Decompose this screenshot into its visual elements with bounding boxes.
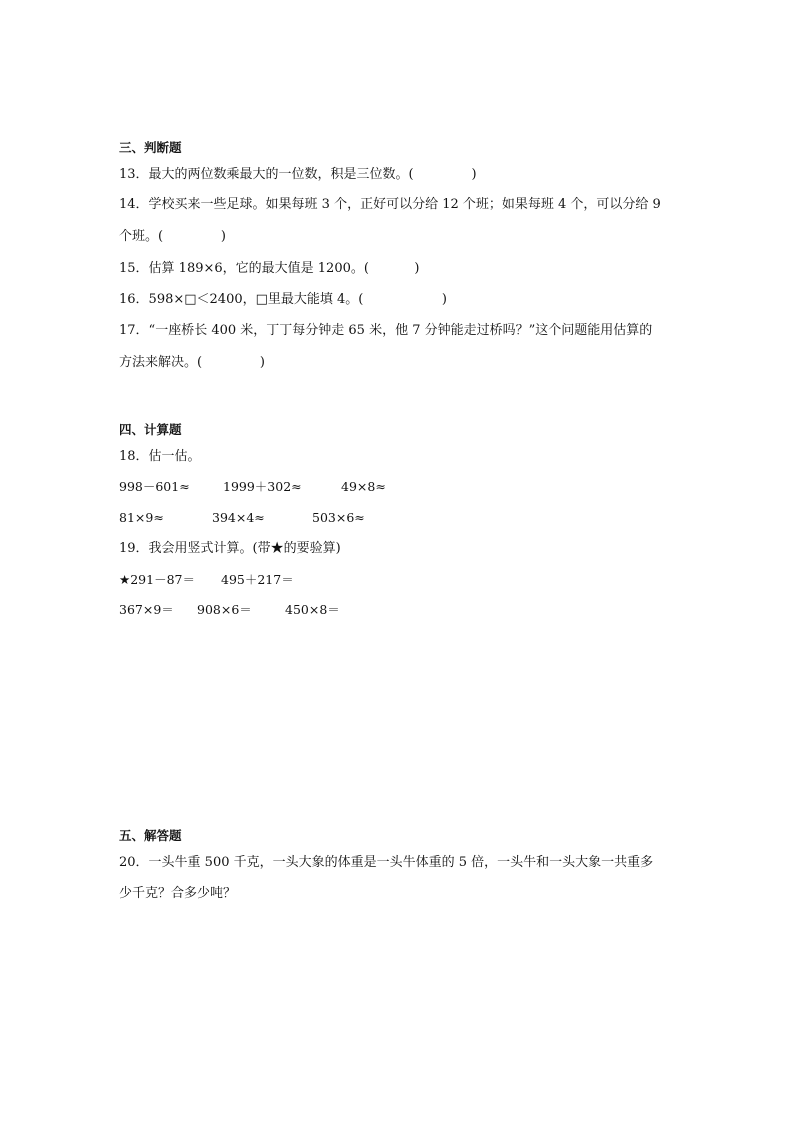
question-14-line-1: 14．学校买来一些足球。如果每班 3 个，正好可以分给 12 个班；如果每班 4 个，可以分给 9	[119, 197, 661, 212]
question-19: 19．我会用竖式计算。(带★的要验算)	[119, 541, 341, 556]
vertical-calc-item: 908×6＝	[197, 602, 252, 617]
estimate-item: 81×9≈	[119, 510, 164, 525]
question-17-line-1: 17．“一座桥长 400 米，丁丁每分钟走 65 米，他 7 分钟能走过桥吗？”这个问题能用估算的	[119, 323, 653, 338]
question-14-line-2: 个班。( )	[119, 229, 226, 244]
vertical-calc-item: 450×8＝	[285, 602, 340, 617]
vertical-calc-row-1	[119, 572, 294, 588]
section-title-calculation: 四、计算题	[119, 422, 182, 437]
estimate-item: 998－601≈	[119, 479, 190, 494]
section-title-word-problems: 五、解答题	[119, 828, 182, 843]
question-18: 18．估一估。	[119, 449, 201, 464]
question-17-line-2: 方法来解决。( )	[119, 355, 265, 370]
vertical-calc-row-2	[119, 602, 340, 618]
vertical-calc-item: 367×9＝	[119, 602, 174, 617]
question-20-line-1: 20．一头牛重 500 千克，一头大象的体重是一头牛体重的 5 倍，一头牛和一头大象一共重多	[119, 855, 654, 870]
question-13: 13．最大的两位数乘最大的一位数，积是三位数。( )	[119, 167, 477, 182]
question-16: 16．598×□＜2400，□里最大能填 4。( )	[119, 292, 447, 307]
estimate-row-1	[119, 479, 386, 495]
estimate-item: 49×8≈	[341, 479, 386, 494]
question-20-line-2: 少千克？合多少吨？	[119, 886, 237, 901]
question-15: 15．估算 189×6，它的最大值是 1200。( )	[119, 261, 420, 276]
vertical-calc-item: ★291－87＝	[119, 572, 195, 587]
section-title-judgement: 三、判断题	[119, 140, 182, 155]
vertical-calc-item: 495＋217＝	[221, 572, 294, 587]
estimate-row-2	[119, 510, 365, 526]
estimate-item: 394×4≈	[212, 510, 265, 525]
estimate-item: 1999＋302≈	[223, 479, 302, 494]
estimate-item: 503×6≈	[312, 510, 365, 525]
